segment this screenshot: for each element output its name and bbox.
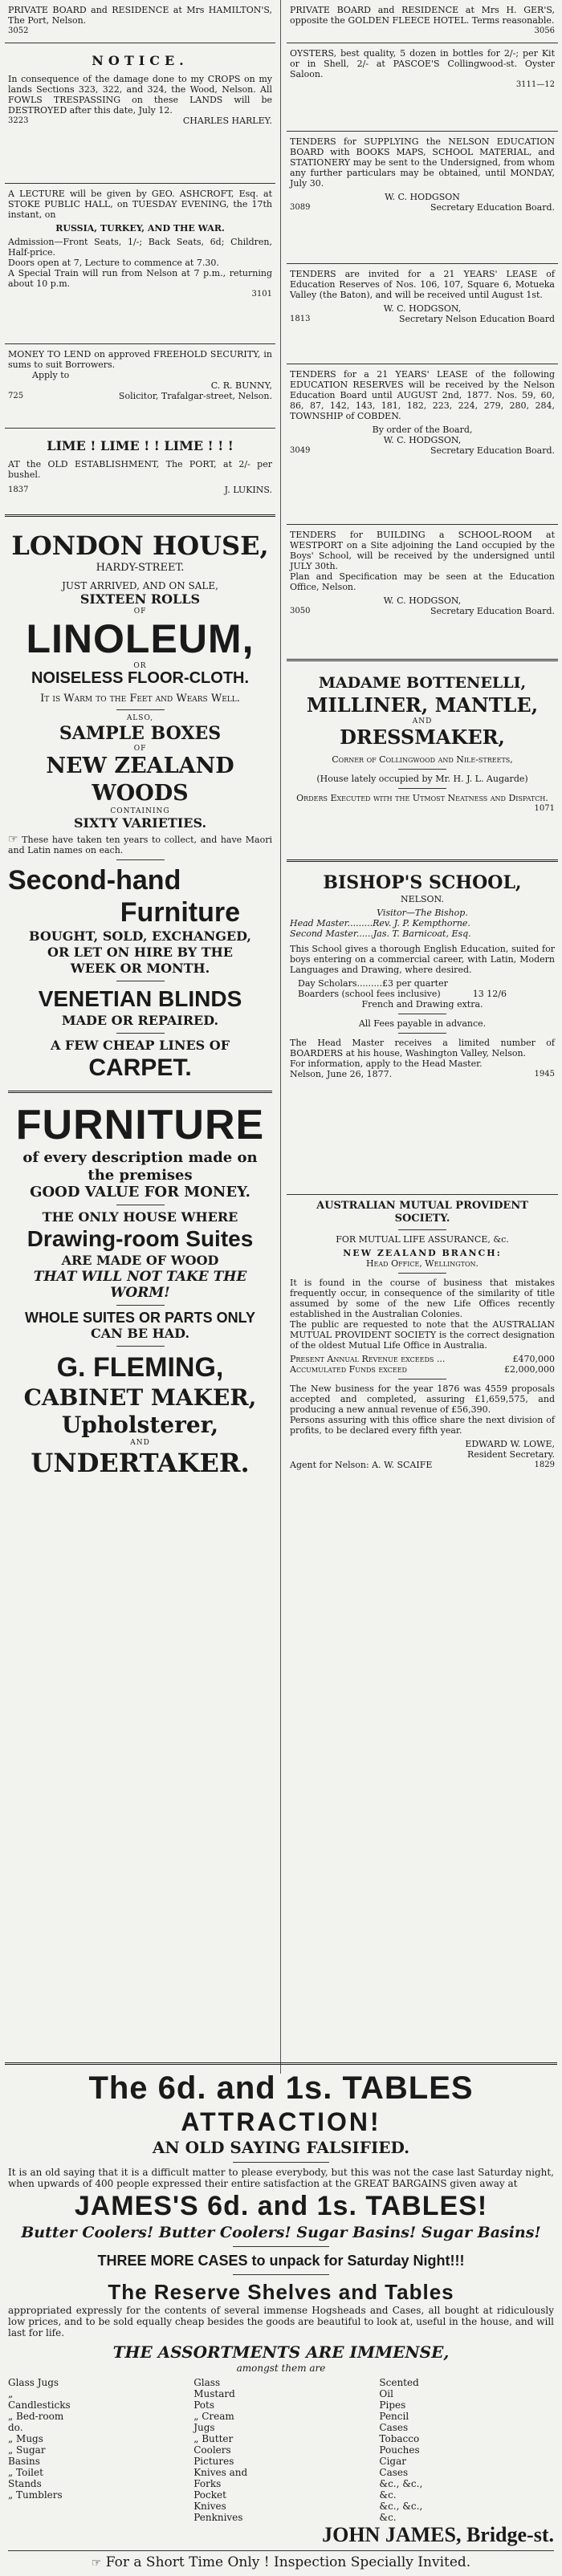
ad-number: 1813 [290, 315, 311, 323]
ad-line: Orders Executed with the Utmost Neatness and Dispatch. [296, 793, 548, 803]
ad-number: 3050 [290, 607, 311, 616]
ad-oysters [287, 43, 558, 132]
goods-item: „ Bed-room do. [8, 2411, 64, 2433]
ad-heading: Upholsterer, [61, 1412, 219, 1438]
ad-line: OF [133, 607, 147, 616]
ad-line: ARE MADE OF WOOD [61, 1253, 219, 1268]
ad-line: WHOLE SUITES OR PARTS ONLY [24, 1310, 256, 1326]
ad-body: This School gives a thorough English Education, suited for boys entering on a commercial career, with Latin, Modern Languages and Drawing, where desired. [290, 944, 555, 975]
ad-date: Nelson, June 26, 1877. [290, 1069, 393, 1079]
ad-heading: LINOLEUM, [26, 616, 255, 661]
ad-line: CAN BE HAD. [90, 1326, 190, 1341]
ad-heading: BISHOP'S SCHOOL, [323, 872, 522, 893]
ad-line: FOR MUTUAL LIFE ASSURANCE, &c. [336, 1234, 509, 1245]
ad-line: Visitor—The Bishop. [377, 908, 468, 918]
goods-item: Pictures [193, 2456, 234, 2467]
ad-line: By order of the Board, [372, 425, 473, 435]
ad-line: NELSON. [401, 894, 444, 904]
ad-line: Day Scholars.........£3 per quarter [298, 978, 448, 989]
goods-item: Pipes [379, 2399, 406, 2411]
ad-heading: DRESSMAKER, [340, 725, 505, 749]
ad-heading: CARPET. [88, 1054, 192, 1081]
ad-line: ALSO, [126, 714, 154, 722]
ad-office: Secretary Education Board. [430, 202, 555, 213]
ad-body: MONEY TO LEND on approved FREEHOLD SECURITY, in sums to suit Borrowers. [8, 349, 272, 370]
ad-line: NOISELESS FLOOR-CLOTH. [31, 669, 250, 687]
ad-name: C. R. BUNNY, [210, 380, 272, 391]
ad-line: HARDY-STREET. [96, 562, 185, 574]
ad-line: OR [133, 662, 147, 670]
ad-heading: THE ASSORTMENTS ARE IMMENSE, [112, 2342, 450, 2362]
ad-line: BOUGHT, SOLD, EXCHANGED, [29, 928, 251, 944]
ad-lecture [5, 184, 275, 344]
goods-item: „ Mugs [8, 2433, 43, 2444]
ad-number: 725 [8, 392, 24, 400]
ad-heading: The 6d. and 1s. TABLES [88, 2070, 474, 2106]
ad-line: GOOD VALUE FOR MONEY. [30, 1184, 250, 1201]
ad-board-hger [287, 0, 558, 43]
ad-line: CONTAINING [110, 807, 170, 815]
ad-line: Head Master.........Rev. J. P. Kempthorne. [290, 918, 470, 928]
ad-number: 3111—12 [515, 80, 555, 89]
ad-london-house [5, 517, 275, 2074]
ad-number: 3223 [8, 116, 29, 125]
ad-tender-lease-cobden [287, 364, 558, 525]
ad-heading: CABINET MAKER, [23, 1384, 257, 1411]
goods-item: „ Tumblers [8, 2489, 63, 2501]
right-column [287, 0, 558, 1600]
goods-item: Pencil Cases [379, 2411, 409, 2433]
ad-line: For information, apply to the Head Master. [290, 1058, 483, 1069]
goods-item: Scented Oil [379, 2377, 419, 2399]
ad-line: WEEK OR MONTH. [70, 961, 210, 976]
goods-list [8, 2377, 554, 2523]
ad-number: 1829 [534, 1461, 555, 1469]
ad-line: AND [130, 1439, 150, 1447]
goods-item: Tobacco Pouches [379, 2433, 420, 2456]
ad-footer: For a Short Time Only ! Inspection Specially Invited. [105, 2554, 471, 2570]
goods-item: Knives and Forks [193, 2467, 248, 2489]
ad-heading: LONDON HOUSE, [11, 530, 269, 561]
ad-number: 3101 [251, 290, 272, 299]
ad-line: Head Office, Wellington. [365, 1258, 479, 1269]
ad-body: AT the OLD ESTABLISHMENT, The PORT, at 2/- per bushel. [8, 459, 272, 480]
ad-body: It is found in the course of business that mistakes frequently occur, in consequence of the similarity of title assumed by some of the new Life Offices recently established in the Australian Colonies. [290, 1278, 555, 1319]
goods-column [8, 2377, 183, 2523]
ad-line: A LECTURE will be given by GEO. ASHCROFT, Esq. at STOKE PUBLIC HALL, on TUESDAY EVENING, the 17th instant, on [8, 189, 272, 220]
ad-signature: W. C. HODGSON [385, 192, 460, 202]
ad-amp-society [287, 1195, 558, 1600]
ad-money-bunny [5, 344, 275, 429]
ad-heading: G. FLEMING, [56, 1352, 224, 1383]
ad-body: TENDERS for SUPPLYING the NELSON EDUCATION BOARD with BOOKS MAPS, SCHOOL MATERIAL, and STATIONERY may be sent to the Undersigned, from whom any further particulars may be obtained, until MONDAY, July 30. [290, 136, 555, 189]
ad-body: TENDERS for BUILDING a SCHOOL-ROOM at WESTPORT on a Site adjoining the Land occupied by the Boys' School, will be received by the undersigned until JULY 30th. [290, 530, 555, 571]
ad-line: Apply to [32, 370, 70, 380]
ad-office: Secretary Nelson Education Board [398, 314, 555, 324]
ad-line: These have taken ten years to collect, and have Maori and Latin names on each. [8, 835, 272, 855]
goods-item: „ Sugar Basins [8, 2444, 46, 2467]
ad-number: 1945 [534, 1070, 555, 1079]
ad-number: 3052 [8, 26, 29, 35]
ad-text: PRIVATE BOARD and RESIDENCE at Mrs H. GER'S, opposite the GOLDEN FLEECE HOTEL. Terms reasonable. [290, 5, 555, 26]
ad-line: It is Warm to the Feet and Wears Well. [40, 693, 240, 705]
ad-line: THE ONLY HOUSE WHERE [42, 1209, 238, 1225]
ad-heading: Second-hand [8, 865, 181, 896]
ad-line: Accumulated Funds exceed [290, 1364, 407, 1375]
ad-tender-books [287, 132, 558, 264]
ad-office: Secretary Education Board. [430, 606, 555, 616]
ad-number: 1071 [534, 804, 555, 813]
ad-heading: UNDERTAKER. [31, 1448, 250, 1478]
ad-board-hamilton [5, 0, 275, 43]
ad-madame-bottenelli [287, 661, 558, 862]
ad-value: 13 12/6 [472, 989, 507, 999]
goods-item: „ Butter Coolers [193, 2433, 234, 2456]
ad-lime [5, 429, 275, 517]
ad-line: amongst them are [236, 2363, 326, 2374]
ad-tender-lease-motueka [287, 264, 558, 364]
ad-value: £470,000 [512, 1354, 555, 1364]
pointing-hand-icon: ☞ [8, 833, 18, 846]
ad-body: appropriated expressly for the contents of several immense Hogsheads and Cases, all bought at ridiculously low prices, and to be sold equally cheap besides the goods are beautiful to look at, useful in the house, and will last for life. [8, 2305, 554, 2338]
ad-line: RUSSIA, TURKEY, AND THE WAR. [55, 223, 225, 234]
ad-line: SAMPLE BOXES [59, 723, 222, 744]
ad-notice-harley [5, 43, 275, 184]
ad-body: It is an old saying that it is a difficult matter to please everybody, but this was not the case last Saturday night, when upwards of 400 people expressed their entire satisfaction at the GREAT BARGAINS given away at [8, 2167, 554, 2189]
ad-heading: AUSTRALIAN MUTUAL PROVIDENT SOCIETY. [316, 1200, 528, 1225]
ad-heading: FURNITURE [15, 1102, 265, 1148]
ad-line: OF [133, 745, 147, 753]
ad-line: A FEW CHEAP LINES OF [50, 1038, 230, 1053]
ad-james-tables [5, 2062, 557, 2576]
ad-line: Present Annual Revenue exceeds ... [290, 1354, 446, 1364]
ad-body: The public are requested to note that the AUSTRALIAN MUTUAL PROVIDENT SOCIETY is the correct designation of the oldest Mutual Life Office in Australia. [290, 1319, 555, 1351]
ad-number: 3049 [290, 446, 311, 455]
ad-signature: JOHN JAMES, Bridge-st. [322, 2523, 554, 2546]
ad-line: Corner of Collingwood and Nile-streets, [332, 754, 513, 765]
ad-signature: EDWARD W. LOWE, [465, 1439, 555, 1449]
ad-office: Secretary Education Board. [430, 445, 555, 456]
ad-line: A Special Train will run from Nelson at 7 p.m., returning about 10 p.m. [8, 268, 272, 289]
ad-line: AND [412, 717, 433, 725]
ad-tender-westport [287, 525, 558, 661]
ad-body: TENDERS are invited for a 21 YEARS' LEASE of Education Reserves of Nos. 106, 107, Square 6, Motueka Valley (the Baton), and will be received until August 1st. [290, 269, 555, 300]
ad-line: NEW ZEALAND BRANCH: [343, 1248, 502, 1258]
ad-line: Agent for Nelson: A. W. SCAIFE [290, 1460, 433, 1470]
ad-address: Solicitor, Trafalgar-street, Nelson. [118, 391, 272, 401]
goods-item: Cigar Cases [379, 2456, 409, 2478]
goods-item: Glass Mustard Pots [193, 2377, 235, 2411]
ad-line: (House lately occupied by Mr. H. J. L. Augarde) [316, 774, 528, 784]
ad-line: OR LET ON HIRE BY THE [47, 945, 233, 960]
ad-heading: VENETIAN BLINDS [38, 986, 242, 1011]
ad-body: The New business for the year 1876 was 4559 proposals accepted and completed, assuring £1,659,575, and producing a new annual revenue of £56,390. [290, 1383, 555, 1415]
ad-line: Butter Coolers! Butter Coolers! Sugar Basins! Sugar Basins! [21, 2224, 541, 2241]
ad-signature: J. LUKINS. [224, 485, 272, 495]
ad-line: SIXTEEN ROLLS [79, 591, 201, 607]
goods-column [193, 2377, 369, 2523]
goods-item: „ Candlesticks [8, 2388, 71, 2411]
ad-title: NOTICE. [92, 53, 189, 68]
ad-body: In consequence of the damage done to my CROPS on my lands Sections 323, 322, and 324, the Wood, Nelson. All FOWLS TRESPASSING on these LANDS will be DESTROYED after this date, July 12. [8, 74, 272, 116]
left-column [5, 0, 281, 2074]
ad-heading: Drawing-room Suites [26, 1226, 254, 1251]
ad-signature: W. C. HODGSON, [383, 303, 462, 314]
ad-line: MADE OR REPAIRED. [61, 1013, 219, 1028]
ad-signature: W. C. HODGSON, [383, 435, 462, 445]
ad-number: 3056 [534, 26, 555, 35]
ad-bishops-school [287, 862, 558, 1195]
goods-item: &c., &c., &c. [379, 2478, 423, 2501]
ad-line: SIXTY VARIETIES. [73, 815, 207, 831]
ad-body: TENDERS for a 21 YEARS' LEASE of the following EDUCATION RESERVES will be received by the Nelson Education Board until AUGUST 2nd, 1877. Nos. 59, 60, 86, 87, 142, 143, 181, 182, 223, 224, 279, 280, 284, TOWNSHIP of COBDEN. [290, 369, 555, 421]
ad-value: £2,000,000 [504, 1364, 555, 1375]
ad-heading: MILLINER, MANTLE, [306, 693, 539, 717]
pointing-hand-icon: ☞ [91, 2557, 102, 2570]
goods-column [379, 2377, 554, 2523]
ad-text: PRIVATE BOARD and RESIDENCE at Mrs HAMILTON'S, The Port, Nelson. [8, 5, 272, 26]
ad-line: of every description made on the premises [22, 1149, 258, 1184]
goods-item: „ Toilet Stands [8, 2467, 43, 2489]
ad-line: The Head Master receives a limited number of BOARDERS at his house, Washington Valley, Nelson. [290, 1038, 555, 1058]
ad-heading: MADAME BOTTENELLI, [318, 674, 527, 692]
ad-line: Second Master......Jas. T. Barnicoat, Esq. [290, 928, 471, 939]
ad-line: All Fees payable in advance. [358, 1018, 487, 1029]
ad-text: OYSTERS, best quality, 5 dozen in bottles for 2/-; per Kit or in Shell, 2/- at PASCOE'S Collingwood-st. Oyster Saloon. [290, 48, 555, 79]
ad-number: 3089 [290, 203, 311, 212]
ad-signature: W. C. HODGSON, [383, 595, 462, 606]
ad-line: Admission—Front Seats, 1/-; Back Seats, 6d; Children, Half-price. [8, 237, 272, 258]
ad-line: Doors open at 7, Lecture to commence at 7.30. [8, 258, 219, 268]
ad-line: THAT WILL NOT TAKE THE WORM! [33, 1269, 247, 1301]
ad-line: JUST ARRIVED, AND ON SALE, [62, 580, 218, 591]
ad-heading: JAMES'S 6d. and 1s. TABLES! [74, 2191, 488, 2221]
ad-heading: AN OLD SAYING FALSIFIED. [152, 2138, 410, 2157]
ad-heading: The Reserve Shelves and Tables [108, 2280, 454, 2304]
goods-item: „ Cream Jugs [193, 2411, 234, 2433]
ad-line: Boarders (school fees inclusive) [298, 989, 441, 999]
ad-heading: Furniture [120, 897, 240, 928]
goods-item: Pocket Knives [193, 2489, 226, 2512]
ad-heading: NEW ZEALAND WOODS [46, 754, 234, 806]
ad-line: Plan and Specification may be seen at the Education Office, Nelson. [290, 571, 555, 592]
ad-body: Persons assuring with this office share the next division of profits, to be declared every fifth year. [290, 1415, 555, 1436]
ad-signature: CHARLES HARLEY. [182, 116, 272, 126]
goods-item: Glass Jugs [8, 2377, 59, 2388]
ad-line: French and Drawing extra. [361, 999, 483, 1010]
goods-item: Penknives [193, 2512, 243, 2523]
ad-title: LIME ! LIME ! ! LIME ! ! ! [47, 438, 234, 453]
ad-line: THREE MORE CASES to unpack for Saturday Night!!! [97, 2253, 465, 2269]
goods-item: &c., &c., &c. [379, 2501, 423, 2523]
ad-line: Resident Secretary. [467, 1449, 555, 1460]
ad-heading: ATTRACTION! [181, 2107, 381, 2136]
ad-number: 1837 [8, 486, 29, 494]
